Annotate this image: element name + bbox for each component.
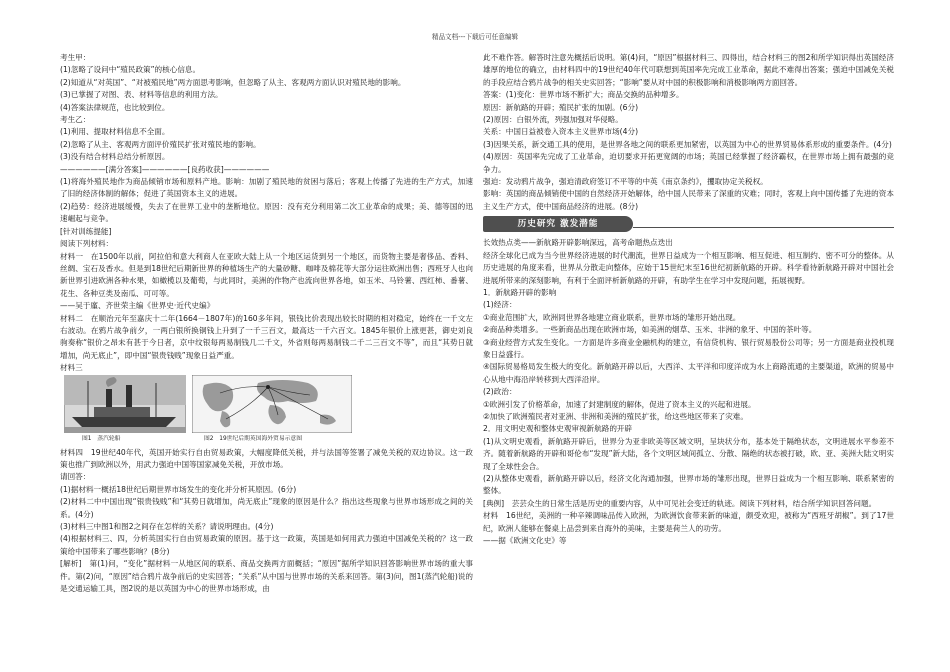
- paragraph: (3)没有结合材料总结分析原因。: [60, 152, 170, 162]
- paragraph: 答案：(1)变化：世界市场不断扩大；商品交换的品种增多。: [483, 90, 684, 100]
- paragraph: (2)趋势：经济进展缓慢，失去了在世界工业中的垄断地位。原因：没有充分利用第二次工业革命的成果；美、德等国的迅速崛起与竞争。: [60, 201, 473, 224]
- right-paragraph-list: [483, 237, 894, 547]
- paragraph: ——据《欧洲文化史》等: [483, 536, 567, 546]
- paragraph: (1)经济：: [483, 300, 517, 310]
- paragraph: 阅读下列材料：: [60, 239, 114, 249]
- paragraph: (2)政治：: [483, 387, 517, 397]
- paragraph: (1)据材料一概括18世纪后期世界市场发生的变化并分析其原因。(6分): [60, 484, 297, 494]
- right-paragraph-list: [483, 52, 894, 213]
- paragraph: (1)从文明史观看，新航路开辟后，世界分为亚非欧美等区域文明，呈块状分布，基本处于隔绝状态，文明进展水平参差不齐。随着新航路的开辟和哥伦布“发现”新大陆，各个文明区域间孤立、分散、隔绝的状态被打破，欧、亚、美洲大陆文明实现了全球性会合。: [483, 436, 894, 471]
- paragraph: 请回答：: [60, 472, 91, 482]
- paragraph: ③商业经营方式发生变化。一方面是许多商业金融机构的建立，有信贷机构、银行贸易股份公司等；另一方面是商业投机现象日益盛行。: [483, 337, 894, 359]
- paragraph: [典例] 芸芸众生的日常生活是历史的重要内容，从中可见社会变迁的轨迹。阅读下列材料，结合所学知识回答问题。: [483, 498, 877, 508]
- paragraph: (3)因果关系，新交通工具的使用，是世界各地之间的联系更加紧密，以英国为中心的世界贸易体系形成的重要条件。(4分): [483, 139, 892, 149]
- paragraph: 材料三: [60, 363, 83, 373]
- paragraph: ④国际贸易格局发生极大的变化。新航路开辟以后，大西洋、太平洋和印度洋成为水上商路流通的主要渠道，欧洲的贸易中心从地中海沿岸转移到大西洋沿岸。: [483, 362, 894, 384]
- paragraph: 原因：新航路的开辟；殖民扩张的加剧。(6分): [483, 102, 639, 112]
- paragraph: (2)材料二中中国出现“银贵钱贱”和“其势日就增加，尚无底止”现象的原因是什么？指出这些现象与世界市场形成之间的关系。(4分): [60, 497, 473, 519]
- paragraph: 材料一 在1500年以前，阿拉伯和意大利商人在亚欧大陆上从一个地区运货到另一个地区，而货物主要是奢侈品、香料、丝绸、宝石及香水。但是到18世纪后期新世界的种植场生产的大量砂糖、咖啡及棉花等大部分运往欧洲出售；西班牙人也向新世界引进欧洲各种水果，如橄榄以及葡萄，与此同时，美洲的作物产也流向世界各地，如玉米、马铃薯、西红柿、番薯、花生、各种豆类及南瓜、可可等。: [60, 251, 473, 298]
- paragraph: 经济全球化已成为当今世界经济进展的时代潮流，世界日益成为一个相互影响、相互促进、相互制约、密不可分的整体。从历史进展的角度来看，世界从分散走向整体，应始于15世纪末至16世纪初新航路的开辟。科学看待新航路开辟对中国社会进展所带来的深刻影响，有利于全面评析新航路的开辟，有助学生在学习中发现问题，拓展视野。: [483, 250, 894, 285]
- left-column: [60, 52, 473, 595]
- figure-two-caption: 图2 19世纪后期英国海外贸易示意图: [204, 435, 303, 442]
- paragraph: 1．新航路开辟的影响: [483, 287, 557, 297]
- trade-map-figure: [192, 375, 352, 433]
- paragraph: (3)材料三中图1和图2之间存在怎样的关系？请说明理由。(4分): [60, 522, 274, 531]
- left-paragraph-list: [60, 52, 473, 375]
- banner-label: 历史研究 激发潜能: [483, 216, 633, 232]
- paragraph: ①商业范围扩大，欧洲同世界各地建立商业联系，世界市场的雏形开始出现。: [483, 312, 741, 322]
- section-banner: [483, 216, 894, 234]
- paragraph: ①欧洲引发了价格革命，加速了封建制度的解体，促进了资本主义的兴起和进展。: [483, 399, 756, 409]
- paragraph: (4)原因：英国率先完成了工业革命，迫切要求开拓更宽阔的市场；英国已经掌握了经济霸权，在世界市场上拥有最强的竞争力。: [483, 152, 894, 174]
- paragraph: 影响：英国的商品倾销使中国的自然经济开始解体，给中国人民带来了深重的灾难；同时，客观上向中国传播了先进的资本主义生产方式，使中国商品经济的进展。(8分): [483, 189, 894, 211]
- paragraph: (4)根据材料三、四，分析英国实行自由贸易政策的原因。基于这一政策，英国是如何用武力强迫中国减免关税的？这一政策给中国带来了哪些影响？(8分): [60, 534, 473, 556]
- paragraph: 2．用文明史观和整体史观审视新航路的开辟: [483, 424, 633, 434]
- paragraph: (2)原因：白银外流，列强加强对华侵略。: [483, 115, 623, 125]
- paragraph: 考生甲：: [60, 53, 91, 62]
- paragraph: 长效热点类——新航路开辟影响深远，高考命题热点迭出: [483, 238, 673, 248]
- paragraph: 此不难作答。解答时注意先概括后说明。第(4)问，“原因”根据材料三、四得出，结合材料三的图2和所学知识得出英国经济雄厚的地位的确立，由材料四中的19世纪40年代可联想到英国率先完成工业革命，据此不难得出答案；强迫中国减免关税的手段应结合鸦片战争的相关史实回答；“影响”要从对中国的积极影响和消极影响两方面回答。: [483, 53, 894, 87]
- paragraph: ②加快了欧洲殖民者对亚洲、非洲和美洲的殖民扩张，给这些地区带来了灾难。: [483, 411, 748, 421]
- paragraph: (2)知道从“对英国”、“对被殖民地”两方面思考影响，但忽略了从主、客观两方面认识对殖民地的影响。: [60, 77, 406, 87]
- figure-one-caption: 图1 蒸汽轮船: [82, 435, 121, 442]
- paragraph: 考生乙：: [60, 115, 91, 125]
- paragraph: ——吴于廑、齐世荣主编《世界史·近代史编》: [60, 301, 215, 311]
- material-three-figures: [64, 375, 473, 447]
- paragraph: (1)将海外殖民地作为商品倾销市场和原料产地。影响：加剧了殖民地的贫困与落后；客观上传播了先进的生产方式，加速了旧的经济体制的解体；促进了英国资本主义的进展。: [60, 177, 473, 199]
- paragraph: (3)已掌握了对图、表、材料等信息的利用方法。: [60, 90, 223, 100]
- paragraph: (1)忽略了设问中“殖民政策”的核心信息。: [60, 65, 201, 75]
- paragraph: (2)从整体史观看，新航路开辟以后，经济文化沟通加强，世界市场的雏形出现，世界日益成为一个相互影响、联系紧密的整体。: [483, 474, 894, 496]
- paragraph: 材料二 在顺治元年至嘉庆十二年(1664－1807年)的160多年间，银钱比价表现出较长时期的相对稳定，始终在一千文左右波动。在鸦片战争前夕，一两白银所换铜钱上升到了一千三百文，最高达一千六百文。1845年银价上涨更甚，御史刘良驹奏称“银价之昂未有甚于今日者，京中纹银每两易制钱几二千文，外省则每两易制钱二千二三百文不等”，而且“其势日就增加，尚无底止”，即中国“银贵钱贱”现象日益严重。: [60, 313, 473, 360]
- paragraph: [针对训练提能]: [60, 226, 112, 236]
- paragraph: ②商品种类增多。一些新商品出现在欧洲市场，如美洲的烟草、玉米、非洲的象牙、中国的茶叶等。: [483, 325, 817, 335]
- paragraph: 关系：中国日益被卷入资本主义世界市场(4分): [483, 127, 639, 137]
- paragraph: 材料 16世纪，美洲的一种辛辣调味品传入欧洲，为欧洲饮食带来新的味道，颇受欢迎，被称为“西班牙胡椒”。到了17世纪，欧洲人能够在餐桌上品尝到来自海外的美味，主要是荷兰人的功劳。: [483, 511, 894, 533]
- banner-rule: [633, 227, 894, 228]
- paragraph: (2)忽略了从主、客观两方面评价殖民扩张对殖民地的影响。: [60, 139, 261, 149]
- left-paragraph-list: [60, 447, 473, 596]
- steamship-figure: [64, 375, 186, 433]
- paragraph: (1)利用、提取材料信息不全面。: [60, 127, 170, 137]
- paragraph: 强迫：发动鸦片战争，强迫清政府签订不平等的中英《南京条约》，攫取协定关税权。: [483, 177, 768, 187]
- right-column: [483, 52, 894, 547]
- paragraph: ——————[满分答案]——————[良药收获]——————: [60, 164, 270, 174]
- page-header: 精品文档---下载后可任意编辑: [431, 33, 519, 41]
- paragraph: [解析] 第(1)问，“变化”据材料一从地区间的联系、商品交换两方面概括；“原因”据所学知识回答影响世界市场的重大事件。第(2)问，“原因”结合鸦片战争前后的史实回答；“关系”从中国与世界市场的关系来回答。第(3)问，图1(蒸汽轮船)说的是交通运输工具，图2说的是以英国为中心的世界市场形成，由: [60, 559, 473, 594]
- paragraph: (4)答案法律规范，也比较到位。: [60, 102, 170, 112]
- paragraph: 材料四 19世纪40年代，英国开始实行自由贸易政策，大幅度降低关税，并与法国等签署了减免关税的双边协议。这一政策也推广到欧洲以外，用武力强迫中国等国家减免关税，开放市场。: [60, 447, 473, 469]
